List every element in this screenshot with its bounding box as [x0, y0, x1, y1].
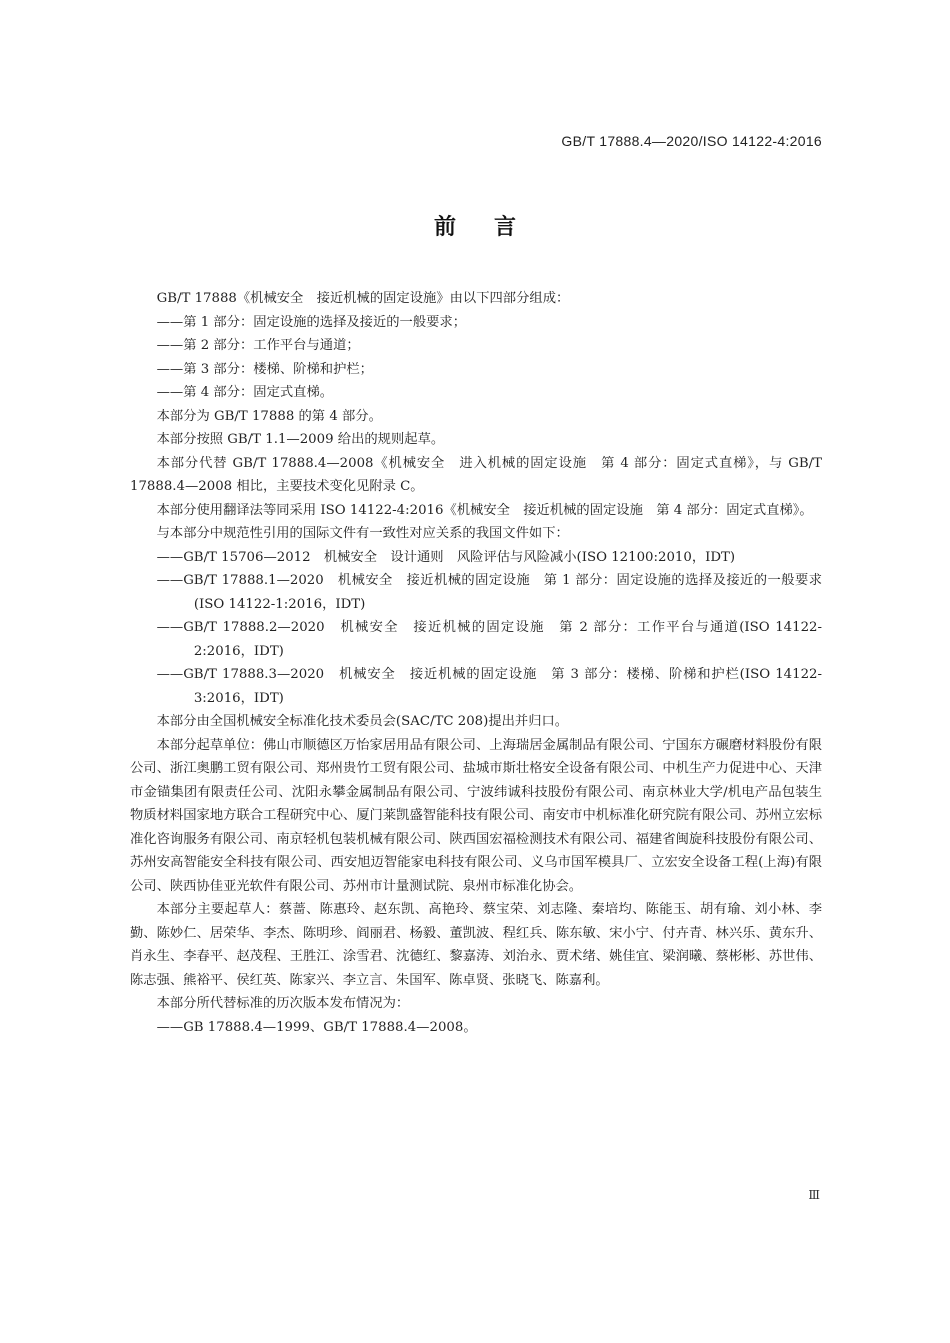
list-item-part4: ——第 4 部分：固定式直梯。 [156, 385, 334, 400]
paragraph-drafting-rules: 本部分按照 GB/T 1.1—2009 给出的规则起草。 [156, 432, 445, 447]
paragraph-drafting-units: 本部分起草单位：佛山市顺德区万怡家居用品有限公司、上海瑞居金属制品有限公司、宁国东方碾磨材料股份有限公司、浙江奥鹏工贸有限公司、郑州贵竹工贸有限公司、盐城市斯壮格安全设备有限公司、中机生产力促进中心、天津市金锚集团有限责任公司、沈阳永攀金属制品有限公司、宁波纬诚科技股份有限公司、南京林业大学/机电产品包装生物质材料国家地方联合工程研究中心、厦门莱凯盛智能科技有限公司、南安市中机标准化研究院有限公司、苏州立宏标准化咨询服务有限公司、南京轻机包装机械有限公司、陕西国宏福检测技术有限公司、福建省闽旋科技股份有限公司、苏州安高智能安全科技有限公司、西安旭迈智能家电科技有限公司、义乌市国军模具厂、立宏安全设备工程(上海)有限公司、陕西协佳亚光软件有限公司、苏州市计量测试院、泉州市标准化协会。 [130, 737, 822, 894]
paragraph-replacement: 本部分代替 GB/T 17888.4—2008《机械安全 进入机械的固定设施 第 4 部分：固定式直梯》，与 GB/T 17888.4—2008 相比，主要技术变化见附录 C。 [130, 455, 822, 494]
document-code-header: GB/T 17888.4—2020/ISO 14122-4:2016 [561, 133, 822, 149]
reference-item-4: ——GB/T 17888.3—2020 机械安全 接近机械的固定设施 第 3 部分：楼梯、阶梯和护栏(ISO 14122-3:2016，IDT) [156, 667, 822, 706]
paragraph-proposer: 本部分由全国机械安全标准化技术委员会(SAC/TC 208)提出并归口。 [156, 714, 569, 729]
reference-item-3: ——GB/T 17888.2—2020 机械安全 接近机械的固定设施 第 2 部分：工作平台与通道(ISO 14122-2:2016，IDT) [156, 620, 822, 659]
page-number: Ⅲ [808, 1188, 820, 1202]
paragraph-history-intro: 本部分所代替标准的历次版本发布情况为： [156, 996, 410, 1011]
paragraph-intro: GB/T 17888《机械安全 接近机械的固定设施》由以下四部分组成： [156, 291, 570, 306]
reference-item-1: ——GB/T 15706—2012 机械安全 设计通则 风险评估与风险减小(ISO 12100:2010，IDT) [156, 549, 736, 565]
foreword-body [130, 287, 822, 1039]
paragraph-adoption: 本部分使用翻译法等同采用 ISO 14122-4:2016《机械安全 接近机械的固定设施 第 4 部分：固定式直梯》。 [156, 502, 813, 518]
list-item-part1: ——第 1 部分：固定设施的选择及接近的一般要求； [156, 314, 467, 330]
paragraph-part-statement: 本部分为 GB/T 17888 的第 4 部分。 [156, 408, 382, 424]
paragraph-drafters: 本部分主要起草人：蔡蔷、陈惠玲、赵东凯、高艳玲、蔡宝荣、刘志隆、秦培均、陈能玉、胡有瑜、刘小林、李勤、陈妙仁、居荣华、李杰、陈明珍、阎丽君、杨毅、董凯波、程红兵、陈东敏、宋小宁、付卉青、林兴乐、黄东升、肖永生、李春平、赵茂程、王胜江、涂雪君、沈德红、黎嘉涛、刘治永、贾术绪、姚佳宜、梁润曦、蔡彬彬、苏世伟、陈志强、熊裕平、侯红英、陈家兴、李立言、朱国军、陈卓贤、张晓飞、陈嘉利。 [130, 902, 822, 988]
page-title: 前言 [433, 215, 554, 240]
history-item: ——GB 17888.4—1999、GB/T 17888.4—2008。 [156, 1019, 477, 1035]
list-item-part3: ——第 3 部分：楼梯、阶梯和护栏； [156, 361, 373, 377]
paragraph-reference-intro: 与本部分中规范性引用的国际文件有一致性对应关系的我国文件如下： [156, 526, 569, 541]
list-item-part2: ——第 2 部分：工作平台与通道； [156, 338, 360, 353]
reference-item-2: ——GB/T 17888.1—2020 机械安全 接近机械的固定设施 第 1 部分：固定设施的选择及接近的一般要求(ISO 14122-1:2016，IDT) [156, 573, 822, 612]
